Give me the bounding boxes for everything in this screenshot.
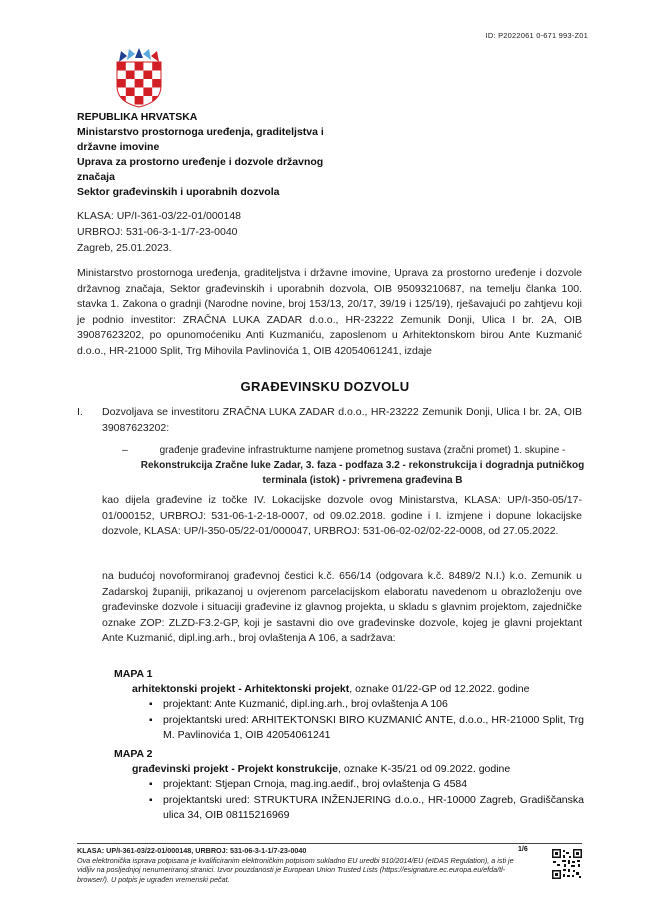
list-item: ▪ projektant: Stjepan Crnoja, mag.ing.aedif., broj ovlaštenja G 4584 [149,777,584,792]
section-numeral: I. [77,406,83,418]
checkerboard [117,62,161,108]
map-project-type: građevinski projekt - Projekt konstrukcije [132,763,338,775]
dash-item-bold: Rekonstrukcija Zračne luke Zadar, 3. faza - podfaza 3.2 - rekonstrukcija i dogradnja putničkog terminala (istok) - privremena građevina B [140,460,585,487]
footer-signature-notice: Ova elektronička isprava potpisana je kvalificiranim elektroničkim potpisom sukladno EU uredbi 910/2014/EU (eIDAS Regulation), a isti je vidljiv na posljednjoj nenumeriranoj stranici. Izvor pouzdanosti je European Union Trusted Lists (https://esignature.ec.europa.eu/efda/tl-browser/). U potpis je ugrađen vremenski pečat. [77,855,514,884]
header-republic: REPUBLIKA HRVATSKA [77,111,198,123]
map-project [132,762,584,777]
header-sector: Sektor građevinskih i uporabnih dozvola [77,186,280,198]
header-ministry-line1: Ministarstvo prostornoga uređenja, graditeljstva i [77,126,324,138]
header-office-line1: Uprava za prostorno uređenje i dozvole državnog [77,156,324,168]
footer-reference: KLASA: UP/I-361-03/22-01/000148, URBROJ: 531-06-3-1-1/7-23-0040 [77,846,307,855]
klasa: KLASA: UP/I-361-03/22-01/000148 [77,210,242,222]
map-details [149,697,584,743]
footer-notice [77,846,522,884]
map-project-type: arhitektonski projekt - Arhitektonski projekt [132,683,350,695]
list-item: ▪ projektantski ured: ARHITEKTONSKI BIRO KUZMANIĆ ANTE, d.o.o., HR-21000 Split, Trg M. Pavlinovića 1, OIB 42054061241 [149,713,584,743]
place-date: Zagreb, 25.01.2023. [77,242,172,254]
dash-item-lead: građenje građevine infrastrukturne namjene prometnog sustava (zračni promet) 1. skupine - [159,445,566,456]
map-project-ref: , oznake 01/22-GP od 12.2022. godine [349,683,530,695]
map-details [149,777,584,823]
section-para3: na budućoj novoformiranoj građevnoj čestici k.č. 656/14 (odgovara k.č. 8489/2 N.I.) k.o. Zemunik u Zadarskoj županiji, prikazanoj u ovjerenom parcelacijskom elaboratu navedenom u obrazloženju ove građevinske dozvole i situaciji građevine iz glavnog projekta, u skladu s glavnim projektom, zajedničke oznake ZOP: ZLZD-F3.2-GP, koji je sastavni dio ove građevinske dozvole, kojeg je glavni projektant Ante Kuzmanić, dipl.ing.arh., broj ovlaštenja A 106, a sadržava: [102,570,582,645]
section-intro: Dozvoljava se investitoru ZRAČNA LUKA ZADAR d.o.o., HR-23222 Zemunik Donji, Ulica I br. 2A, OIB 39087623202: [102,406,582,434]
map-title: MAPA 2 [114,748,153,760]
header-ministry-line2: državne imovine [77,141,160,153]
list-item: ▪ projektantski ured: STRUKTURA INŽENJERING d.o.o., HR-10000 Zagreb, Gradiščanska ulica 34, OIB 08115216969 [149,793,584,823]
intro-paragraph: Ministarstvo prostornoga uređenja, graditeljstva i državne imovine, Uprava za prostorno uređenje i dozvole državnog značaja, Sektor građevinskih i uporabnih dozvola, OIB 95093210687, na temelju članka 100. stavka 1. Zakona o gradnji (Narodne novine, broj 153/13, 20/17, 39/19 i 125/19), rješavajući po zahtjevu koji je podnio investitor: ZRAČNA LUKA ZADAR d.o.o., HR-23222 Zemunik Donji, Ulica I br. 2A, OIB 39087623202, po opunomoćeniku Anti Kuzmaniću, zaposlenom u Arhitektonskom birou Ante Kuzmanić d.o.o., HR-21000 Split, Trg Mihovila Pavlinovića 1, OIB 42054061241, izdaje [77,267,582,357]
coat-of-arms-icon [113,48,165,108]
map-title: MAPA 1 [114,668,153,680]
dash-marker: – [122,444,128,456]
qr-code-icon [552,849,582,879]
document-title: GRAĐEVINSKU DOZVOLU [240,379,410,394]
crown [119,48,159,62]
header-office-line2: značaja [77,171,115,183]
document-id: ID: P2022061 0-671 993-Z01 [485,31,588,40]
dash-item-text [138,443,587,489]
map-1 [114,667,584,743]
footer-divider [77,843,582,844]
map-project-ref: , oznake K-35/21 od 09.2022. godine [338,763,511,775]
map-project [132,682,584,697]
dash-item [122,443,587,489]
section-para2: kao dijela građevine iz točke IV. Lokacijske dozvole ovog Ministarstva, KLASA: UP/I-350-05/17-01/000152, URBROJ: 531-06-1-2-18-0007, od 09.02.2018. godine i I. izmjene i dopune lokacijske dozvole, KLASA: UP/I-350-05/22-01/000047, URBROJ: 531-06-02-02/02-22-0008, od 27.05.2022. [102,494,582,538]
map-2 [114,747,584,823]
page-number: 1/6 [518,846,528,853]
list-item: ▪ projektant: Ante Kuzmanić, dipl.ing.arh., broj ovlaštenja A 106 [149,697,584,712]
urbroj: URBROJ: 531-06-3-1-1/7-23-0040 [77,226,238,238]
